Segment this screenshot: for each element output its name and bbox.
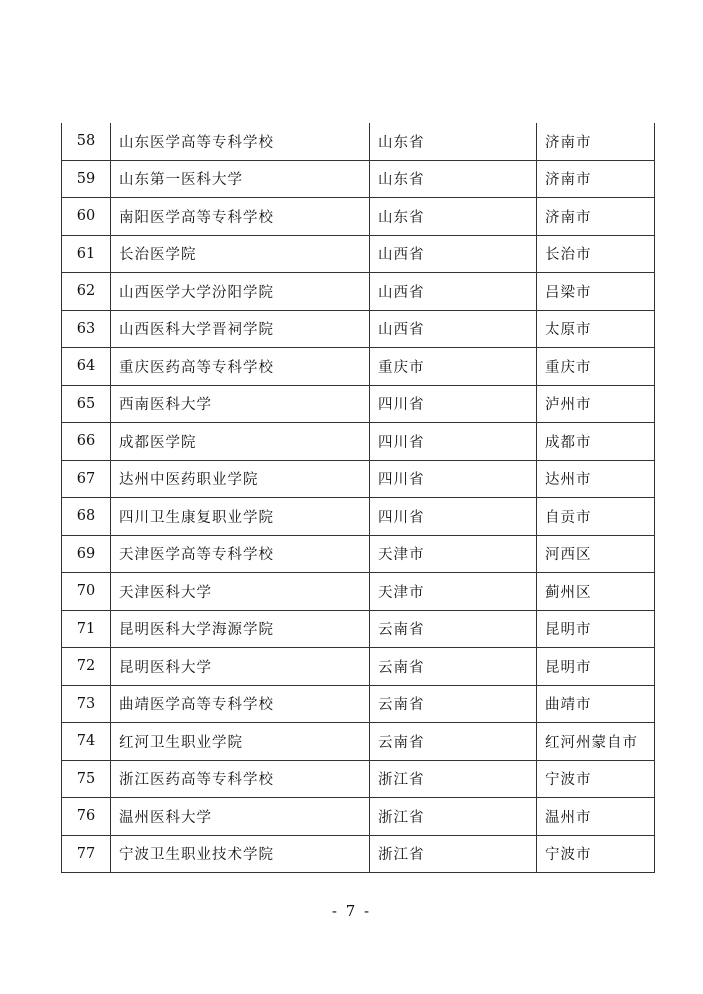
row-number-cell: 74 xyxy=(62,723,111,761)
province-cell: 山西省 xyxy=(370,235,537,273)
row-number-cell: 70 xyxy=(62,573,111,611)
province-cell: 浙江省 xyxy=(370,835,537,873)
city-cell: 蓟州区 xyxy=(537,573,655,611)
school-name-cell: 四川卫生康复职业学院 xyxy=(111,498,370,536)
row-number-cell: 77 xyxy=(62,835,111,873)
school-name-cell: 曲靖医学高等专科学校 xyxy=(111,685,370,723)
school-table xyxy=(61,123,655,873)
row-number-cell: 69 xyxy=(62,535,111,573)
school-name-cell: 南阳医学高等专科学校 xyxy=(111,198,370,236)
school-name-cell: 宁波卫生职业技术学院 xyxy=(111,835,370,873)
province-cell: 山西省 xyxy=(370,273,537,311)
table-row xyxy=(62,423,655,461)
province-cell: 浙江省 xyxy=(370,798,537,836)
school-name-cell: 温州医科大学 xyxy=(111,798,370,836)
table-row xyxy=(62,835,655,873)
city-cell: 济南市 xyxy=(537,123,655,160)
school-name-cell: 成都医学院 xyxy=(111,423,370,461)
table-row xyxy=(62,310,655,348)
table-row xyxy=(62,123,655,160)
school-name-cell: 天津医科大学 xyxy=(111,573,370,611)
row-number-cell: 75 xyxy=(62,760,111,798)
city-cell: 达州市 xyxy=(537,460,655,498)
table-row xyxy=(62,385,655,423)
city-cell: 宁波市 xyxy=(537,835,655,873)
city-cell: 太原市 xyxy=(537,310,655,348)
province-cell: 天津市 xyxy=(370,573,537,611)
school-name-cell: 昆明医科大学海源学院 xyxy=(111,610,370,648)
school-name-cell: 达州中医药职业学院 xyxy=(111,460,370,498)
province-cell: 浙江省 xyxy=(370,760,537,798)
row-number-cell: 60 xyxy=(62,198,111,236)
table-row xyxy=(62,348,655,386)
city-cell: 昆明市 xyxy=(537,610,655,648)
row-number-cell: 61 xyxy=(62,235,111,273)
row-number-cell: 66 xyxy=(62,423,111,461)
table-row xyxy=(62,460,655,498)
province-cell: 四川省 xyxy=(370,460,537,498)
city-cell: 河西区 xyxy=(537,535,655,573)
table-row xyxy=(62,535,655,573)
province-cell: 山东省 xyxy=(370,160,537,198)
row-number-cell: 72 xyxy=(62,648,111,686)
table-row xyxy=(62,648,655,686)
city-cell: 泸州市 xyxy=(537,385,655,423)
province-cell: 山东省 xyxy=(370,198,537,236)
province-cell: 云南省 xyxy=(370,723,537,761)
school-name-cell: 山西医学大学汾阳学院 xyxy=(111,273,370,311)
province-cell: 四川省 xyxy=(370,423,537,461)
table-row xyxy=(62,273,655,311)
city-cell: 重庆市 xyxy=(537,348,655,386)
city-cell: 曲靖市 xyxy=(537,685,655,723)
page-number: - 7 - xyxy=(331,902,372,920)
province-cell: 重庆市 xyxy=(370,348,537,386)
province-cell: 山西省 xyxy=(370,310,537,348)
city-cell: 吕梁市 xyxy=(537,273,655,311)
school-table-body xyxy=(62,123,655,873)
city-cell: 济南市 xyxy=(537,160,655,198)
table-row xyxy=(62,498,655,536)
table-row xyxy=(62,610,655,648)
row-number-cell: 76 xyxy=(62,798,111,836)
row-number-cell: 67 xyxy=(62,460,111,498)
city-cell: 济南市 xyxy=(537,198,655,236)
row-number-cell: 71 xyxy=(62,610,111,648)
city-cell: 成都市 xyxy=(537,423,655,461)
table-row xyxy=(62,160,655,198)
province-cell: 云南省 xyxy=(370,610,537,648)
province-cell: 四川省 xyxy=(370,498,537,536)
school-name-cell: 浙江医药高等专科学校 xyxy=(111,760,370,798)
city-cell: 昆明市 xyxy=(537,648,655,686)
city-cell: 温州市 xyxy=(537,798,655,836)
row-number-cell: 68 xyxy=(62,498,111,536)
table-row xyxy=(62,235,655,273)
city-cell: 宁波市 xyxy=(537,760,655,798)
school-name-cell: 长治医学院 xyxy=(111,235,370,273)
row-number-cell: 59 xyxy=(62,160,111,198)
school-name-cell: 西南医科大学 xyxy=(111,385,370,423)
city-cell: 自贡市 xyxy=(537,498,655,536)
table-row xyxy=(62,723,655,761)
city-cell: 红河州蒙自市 xyxy=(537,723,655,761)
table-row xyxy=(62,760,655,798)
table-row xyxy=(62,685,655,723)
province-cell: 四川省 xyxy=(370,385,537,423)
school-name-cell: 山东第一医科大学 xyxy=(111,160,370,198)
school-name-cell: 山东医学高等专科学校 xyxy=(111,123,370,160)
row-number-cell: 62 xyxy=(62,273,111,311)
row-number-cell: 58 xyxy=(62,123,111,160)
school-name-cell: 红河卫生职业学院 xyxy=(111,723,370,761)
table-row xyxy=(62,573,655,611)
table-row xyxy=(62,198,655,236)
school-name-cell: 昆明医科大学 xyxy=(111,648,370,686)
table-row xyxy=(62,798,655,836)
province-cell: 天津市 xyxy=(370,535,537,573)
school-name-cell: 重庆医药高等专科学校 xyxy=(111,348,370,386)
province-cell: 山东省 xyxy=(370,123,537,160)
row-number-cell: 64 xyxy=(62,348,111,386)
school-name-cell: 山西医科大学晋祠学院 xyxy=(111,310,370,348)
province-cell: 云南省 xyxy=(370,685,537,723)
row-number-cell: 73 xyxy=(62,685,111,723)
city-cell: 长治市 xyxy=(537,235,655,273)
province-cell: 云南省 xyxy=(370,648,537,686)
row-number-cell: 63 xyxy=(62,310,111,348)
school-name-cell: 天津医学高等专科学校 xyxy=(111,535,370,573)
row-number-cell: 65 xyxy=(62,385,111,423)
